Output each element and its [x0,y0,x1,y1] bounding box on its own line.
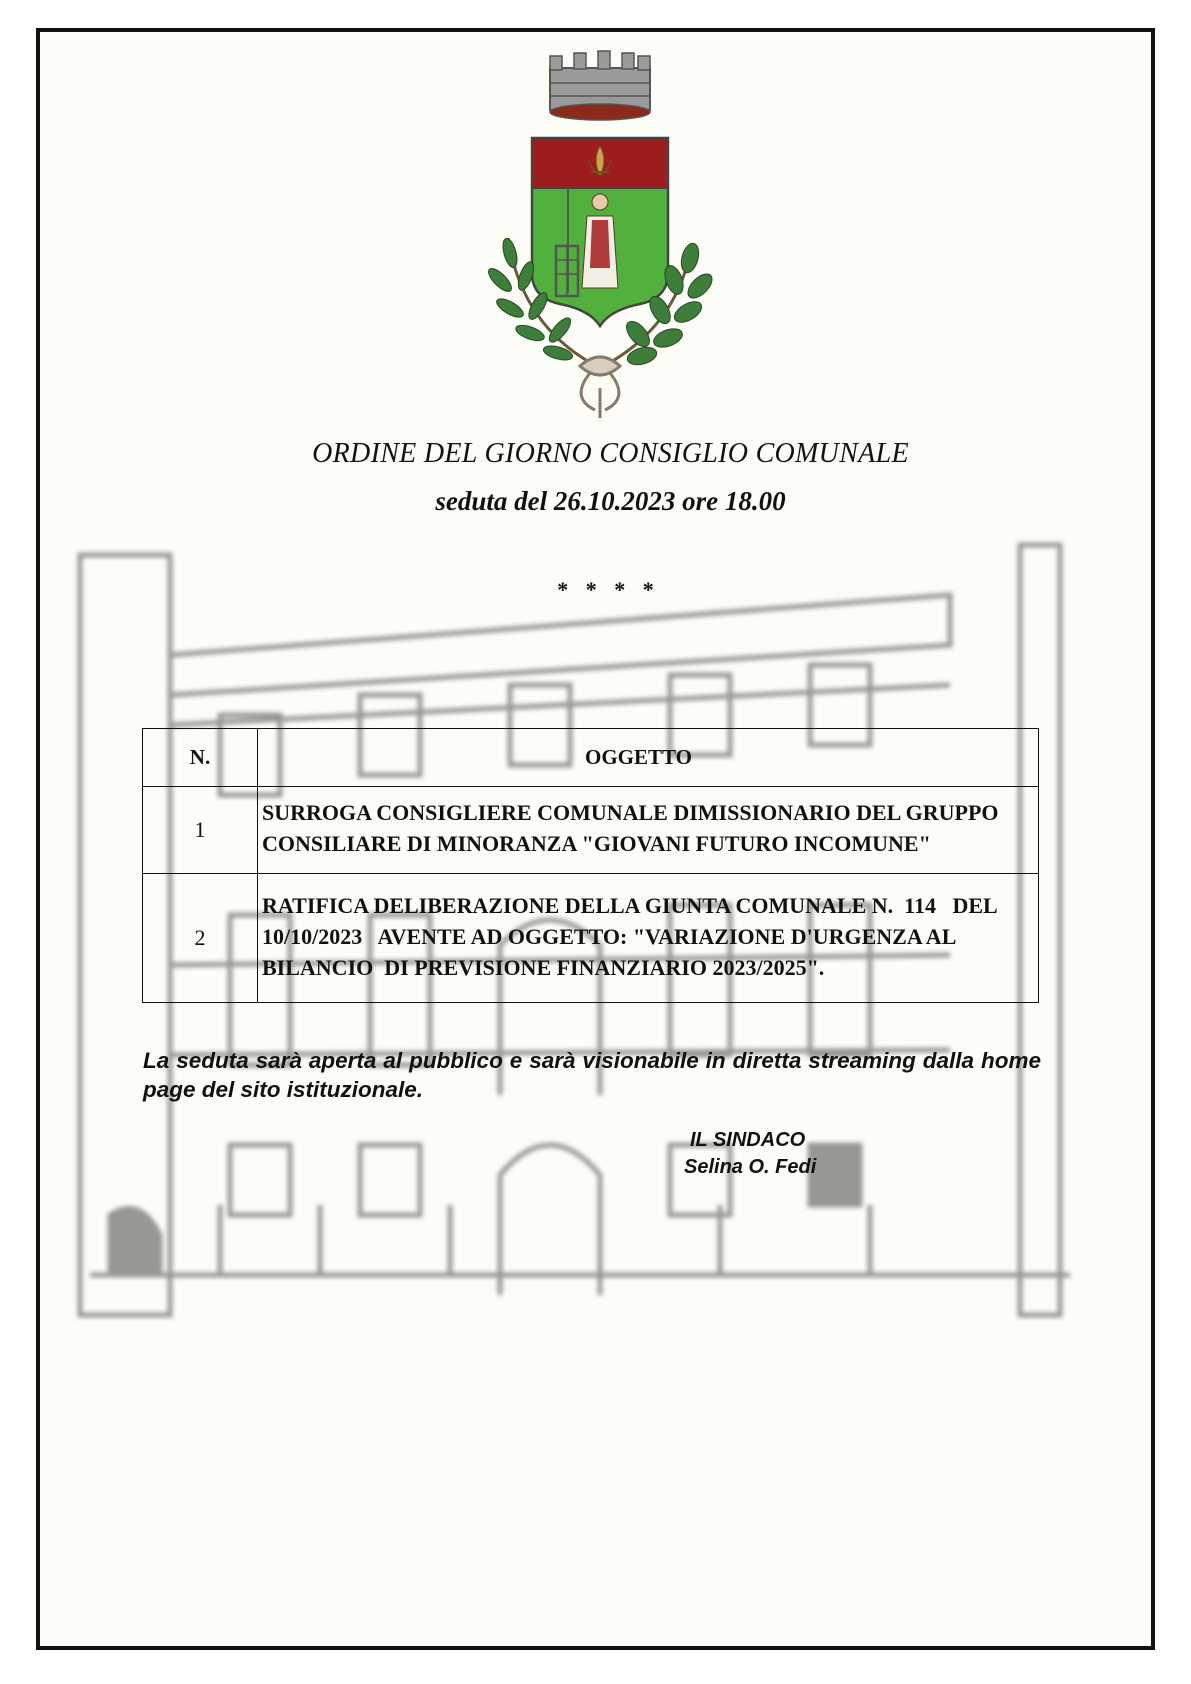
crown-icon [550,51,650,120]
municipal-coat-of-arms [470,48,730,423]
item-number: 1 [143,787,258,874]
document-title: ORDINE DEL GIORNO CONSIGLIO COMUNALE [312,438,909,469]
item-number: 2 [143,874,258,1003]
table-row [143,787,1039,874]
public-notice: La seduta sarà aperta al pubblico e sarà visionabile in diretta streaming dalla home page del sito istituzionale. [143,1048,1041,1102]
item-subject [258,787,1039,874]
subject-line: SURROGA CONSIGLIERE COMUNALE DIMISSIONARIO DEL GRUPPO [262,800,999,825]
subject-line: CONSILIARE DI MINORANZA "GIOVANI FUTURO INCOMUNE" [262,831,931,856]
shield-icon [532,138,668,326]
subject-line: BILANCIO DI PREVISIONE FINANZIARIO 2023/2025". [262,954,825,980]
agenda-table [142,728,1039,1003]
item-subject [258,874,1039,1003]
session-date: seduta del 26.10.2023 ore 18.00 [435,486,786,516]
signatory-name: Selina O. Fedi [684,1156,817,1178]
signature-block [660,1127,880,1181]
column-header-subject: OGGETTO [258,729,1039,787]
table-row [143,874,1039,1003]
subject-line: RATIFICA DELIBERAZIONE DELLA GIUNTA COMUNALE N. 114 DEL [262,892,998,918]
separator: * * * * [557,577,660,602]
ribbon-icon [580,357,620,418]
column-header-number: N. [143,729,258,787]
signatory-role: IL SINDACO [690,1129,806,1151]
subject-line: 10/10/2023 AVENTE AD OGGETTO: "VARIAZIONE D'URGENZA AL [262,923,957,949]
agenda-header-row [143,729,1039,787]
